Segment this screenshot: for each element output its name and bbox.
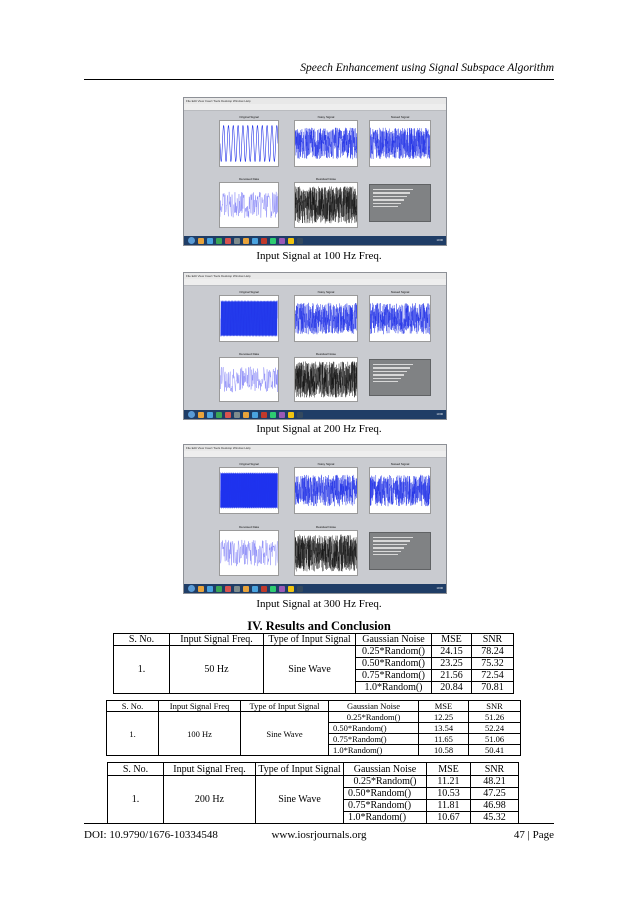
taskbar-clock: 10:00 — [436, 239, 443, 242]
noise-cell: 0.50*Random() — [356, 658, 432, 670]
noise-cell: 0.25*Random() — [329, 712, 419, 723]
signal-trace — [295, 535, 357, 572]
noise-cell: 1.0*Random() — [329, 745, 419, 756]
info-line — [373, 371, 407, 372]
header-cell: S. No. — [114, 634, 170, 646]
noised-signal-plot — [369, 120, 431, 167]
taskbar-app-icon[interactable] — [252, 586, 258, 592]
panel-title: Noisy Signal — [317, 115, 335, 119]
signal-trace — [370, 303, 430, 334]
header-cell: Input Signal Freq. — [170, 634, 264, 646]
snr-cell: 70.81 — [472, 682, 514, 694]
mse-cell: 10.58 — [419, 745, 469, 756]
figure-canvas — [184, 458, 446, 586]
taskbar-app-icon[interactable] — [216, 238, 222, 244]
taskbar — [184, 584, 446, 593]
taskbar-app-icon[interactable] — [270, 412, 276, 418]
figure-caption-1: Input Signal at 100 Hz Freq. — [256, 250, 382, 262]
snr-cell: 75.32 — [472, 658, 514, 670]
mse-cell: 10.67 — [427, 812, 471, 824]
taskbar-app-icon[interactable] — [234, 238, 240, 244]
panel-title: Residual Noise — [315, 352, 337, 356]
snr-cell: 50.41 — [469, 745, 521, 756]
taskbar-app-icon[interactable] — [243, 238, 249, 244]
info-line — [373, 381, 398, 382]
figure-menubar[interactable]: File Edit View Insert Tools Desktop Window Help — [184, 273, 446, 279]
taskbar-app-icon[interactable] — [243, 412, 249, 418]
header-cell: Type of Input Signal — [256, 763, 344, 776]
matlab-figure-3 — [183, 444, 447, 594]
mse-cell: 13.54 — [419, 723, 469, 734]
header-cell: MSE — [427, 763, 471, 776]
taskbar-app-icon[interactable] — [288, 412, 294, 418]
footer-site: www.iosrjournals.org — [271, 829, 367, 841]
snr-cell: 51.06 — [469, 734, 521, 745]
sno-cell: 1. — [107, 712, 159, 756]
taskbar-app-icon[interactable] — [279, 412, 285, 418]
info-line — [373, 378, 401, 379]
taskbar-app-icon[interactable] — [261, 412, 267, 418]
noise-cell: 0.75*Random() — [344, 800, 427, 812]
footer-page: 47 | Page — [513, 829, 554, 841]
header-cell: Type of Input Signal — [241, 701, 329, 712]
denoised-data-plot — [219, 530, 279, 576]
figure-menubar[interactable]: File Edit View Insert Tools Desktop Window Help — [184, 445, 446, 451]
type-cell: Sine Wave — [256, 776, 344, 824]
panel-title: Residual Noise — [315, 177, 337, 181]
signal-trace — [295, 303, 357, 334]
mse-cell: 11.21 — [427, 776, 471, 788]
start-button-icon[interactable] — [188, 237, 195, 244]
matlab-figure-1 — [183, 97, 447, 246]
taskbar-app-icon[interactable] — [270, 586, 276, 592]
mse-cell: 20.84 — [432, 682, 472, 694]
header-cell: Gaussian Noise — [329, 701, 419, 712]
taskbar-app-icon[interactable] — [297, 238, 303, 244]
taskbar-app-icon[interactable] — [261, 586, 267, 592]
mse-cell: 11.81 — [427, 800, 471, 812]
panel-title: Noised Signal — [390, 290, 410, 294]
noisy-signal-plot — [294, 120, 358, 167]
info-line — [373, 547, 404, 548]
header-cell: Gaussian Noise — [344, 763, 427, 776]
residual-noise-plot — [294, 530, 358, 576]
noise-cell: 0.75*Random() — [356, 670, 432, 682]
signal-trace — [220, 367, 278, 392]
taskbar — [184, 410, 446, 419]
taskbar-app-icon[interactable] — [207, 412, 213, 418]
taskbar-app-icon[interactable] — [207, 238, 213, 244]
panel-title: Original Signal — [239, 462, 259, 466]
taskbar-app-icon[interactable] — [207, 586, 213, 592]
snr-cell: 72.54 — [472, 670, 514, 682]
info-box — [369, 184, 431, 222]
table-header-row — [114, 634, 514, 646]
taskbar-app-icon[interactable] — [261, 238, 267, 244]
sno-cell: 1. — [114, 646, 170, 694]
footer-rule — [84, 823, 554, 824]
info-line — [373, 192, 410, 193]
panel-title: Denoised Data — [239, 352, 259, 356]
panel-title: Noisy Signal — [317, 462, 335, 466]
info-line — [373, 196, 407, 197]
header-cell: SNR — [469, 701, 521, 712]
start-button-icon[interactable] — [188, 585, 195, 592]
taskbar-app-icon[interactable] — [297, 412, 303, 418]
noise-cell: 0.25*Random() — [344, 776, 427, 788]
noised-signal-plot — [369, 467, 431, 514]
header-cell: SNR — [472, 634, 514, 646]
panel-title: Original Signal — [239, 115, 259, 119]
snr-cell: 51.26 — [469, 712, 521, 723]
residual-noise-plot — [294, 357, 358, 402]
mse-cell: 10.53 — [427, 788, 471, 800]
figure-canvas — [184, 111, 446, 238]
header-cell: Input Signal Freq. — [164, 763, 256, 776]
taskbar-app-icon[interactable] — [279, 238, 285, 244]
taskbar-app-icon[interactable] — [198, 238, 204, 244]
info-line — [373, 203, 401, 204]
info-line — [373, 554, 398, 555]
running-header: Speech Enhancement using Signal Subspace Algorithm — [300, 62, 554, 74]
taskbar-app-icon[interactable] — [234, 412, 240, 418]
taskbar-app-icon[interactable] — [288, 586, 294, 592]
figure-menubar[interactable]: File Edit View Insert Tools Desktop Window Help — [184, 98, 446, 104]
taskbar-app-icon[interactable] — [225, 586, 231, 592]
results-table-1 — [113, 633, 514, 694]
snr-cell: 52.24 — [469, 723, 521, 734]
header-cell: S. No. — [108, 763, 164, 776]
table-row — [114, 646, 514, 658]
table-header-row — [107, 701, 521, 712]
info-line — [373, 364, 413, 365]
taskbar — [184, 236, 446, 245]
noise-cell: 0.50*Random() — [329, 723, 419, 734]
mse-cell: 21.56 — [432, 670, 472, 682]
info-line — [373, 189, 413, 190]
figure-toolbar[interactable] — [184, 104, 446, 111]
snr-cell: 78.24 — [472, 646, 514, 658]
results-table-3 — [107, 762, 519, 824]
taskbar-app-icon[interactable] — [198, 412, 204, 418]
info-line — [373, 551, 401, 552]
snr-cell: 45.32 — [471, 812, 519, 824]
signal-trace — [220, 473, 278, 509]
header-rule — [84, 79, 554, 80]
noised-signal-plot — [369, 295, 431, 342]
header-cell: S. No. — [107, 701, 159, 712]
taskbar-app-icon[interactable] — [270, 238, 276, 244]
figure-toolbar[interactable] — [184, 279, 446, 286]
table-header-row — [108, 763, 519, 776]
noisy-signal-plot — [294, 295, 358, 342]
start-button-icon[interactable] — [188, 411, 195, 418]
figure-caption-3: Input Signal at 300 Hz Freq. — [256, 598, 382, 610]
info-line — [373, 199, 404, 200]
info-box — [369, 532, 431, 570]
freq-cell: 200 Hz — [164, 776, 256, 824]
mse-cell: 23.25 — [432, 658, 472, 670]
info-line — [373, 206, 398, 207]
original-signal-plot — [219, 295, 279, 342]
taskbar-app-icon[interactable] — [225, 238, 231, 244]
figure-toolbar[interactable] — [184, 451, 446, 458]
info-line — [373, 367, 410, 368]
denoised-data-plot — [219, 182, 279, 228]
section-title: IV. Results and Conclusion — [247, 619, 391, 633]
signal-trace — [295, 475, 357, 506]
taskbar-clock: 10:00 — [436, 587, 443, 590]
snr-cell: 48.21 — [471, 776, 519, 788]
mse-cell: 24.15 — [432, 646, 472, 658]
taskbar-clock: 10:00 — [436, 413, 443, 416]
noise-cell: 0.25*Random() — [356, 646, 432, 658]
info-line — [373, 537, 413, 538]
taskbar-app-icon[interactable] — [234, 586, 240, 592]
noise-cell: 0.50*Random() — [344, 788, 427, 800]
snr-cell: 47.25 — [471, 788, 519, 800]
signal-trace — [220, 540, 278, 566]
taskbar-app-icon[interactable] — [216, 412, 222, 418]
signal-trace — [220, 126, 278, 162]
signal-trace — [295, 187, 357, 224]
noise-cell: 1.0*Random() — [356, 682, 432, 694]
results-table-2 — [106, 700, 521, 756]
signal-trace — [295, 128, 357, 159]
panel-title: Denoised Data — [239, 177, 259, 181]
header-cell: MSE — [432, 634, 472, 646]
sno-cell: 1. — [108, 776, 164, 824]
mse-cell: 12.25 — [419, 712, 469, 723]
freq-cell: 100 Hz — [159, 712, 241, 756]
taskbar-app-icon[interactable] — [225, 412, 231, 418]
taskbar-app-icon[interactable] — [216, 586, 222, 592]
info-line — [373, 374, 404, 375]
header-cell: Gaussian Noise — [356, 634, 432, 646]
signal-trace — [220, 192, 278, 218]
freq-cell: 50 Hz — [170, 646, 264, 694]
type-cell: Sine Wave — [241, 712, 329, 756]
taskbar-app-icon[interactable] — [279, 586, 285, 592]
info-line — [373, 544, 407, 545]
taskbar-app-icon[interactable] — [198, 586, 204, 592]
taskbar-app-icon[interactable] — [297, 586, 303, 592]
signal-trace — [370, 475, 430, 506]
panel-title: Denoised Data — [239, 525, 259, 529]
mse-cell: 11.65 — [419, 734, 469, 745]
figure-canvas — [184, 286, 446, 412]
panel-title: Residual Noise — [315, 525, 337, 529]
info-box — [369, 359, 431, 396]
residual-noise-plot — [294, 182, 358, 228]
panel-title: Original Signal — [239, 290, 259, 294]
header-cell: Input Signal Freq — [159, 701, 241, 712]
table-row — [108, 776, 519, 788]
original-signal-plot — [219, 120, 279, 167]
denoised-data-plot — [219, 357, 279, 402]
noisy-signal-plot — [294, 467, 358, 514]
original-signal-plot — [219, 467, 279, 514]
figure-caption-2: Input Signal at 200 Hz Freq. — [256, 423, 382, 435]
panel-title: Noised Signal — [390, 115, 410, 119]
type-cell: Sine Wave — [264, 646, 356, 694]
taskbar-app-icon[interactable] — [243, 586, 249, 592]
header-cell: Type of Input Signal — [264, 634, 356, 646]
signal-trace — [295, 361, 357, 397]
header-cell: SNR — [471, 763, 519, 776]
taskbar-app-icon[interactable] — [252, 412, 258, 418]
taskbar-app-icon[interactable] — [288, 238, 294, 244]
noise-cell: 1.0*Random() — [344, 812, 427, 824]
panel-title: Noisy Signal — [317, 290, 335, 294]
info-line — [373, 540, 410, 541]
matlab-figure-2 — [183, 272, 447, 420]
signal-trace — [370, 128, 430, 159]
taskbar-app-icon[interactable] — [252, 238, 258, 244]
snr-cell: 46.98 — [471, 800, 519, 812]
header-cell: MSE — [419, 701, 469, 712]
footer-doi: DOI: 10.9790/1676-10334548 — [84, 829, 218, 841]
panel-title: Noised Signal — [390, 462, 410, 466]
noise-cell: 0.75*Random() — [329, 734, 419, 745]
table-row — [107, 712, 521, 723]
